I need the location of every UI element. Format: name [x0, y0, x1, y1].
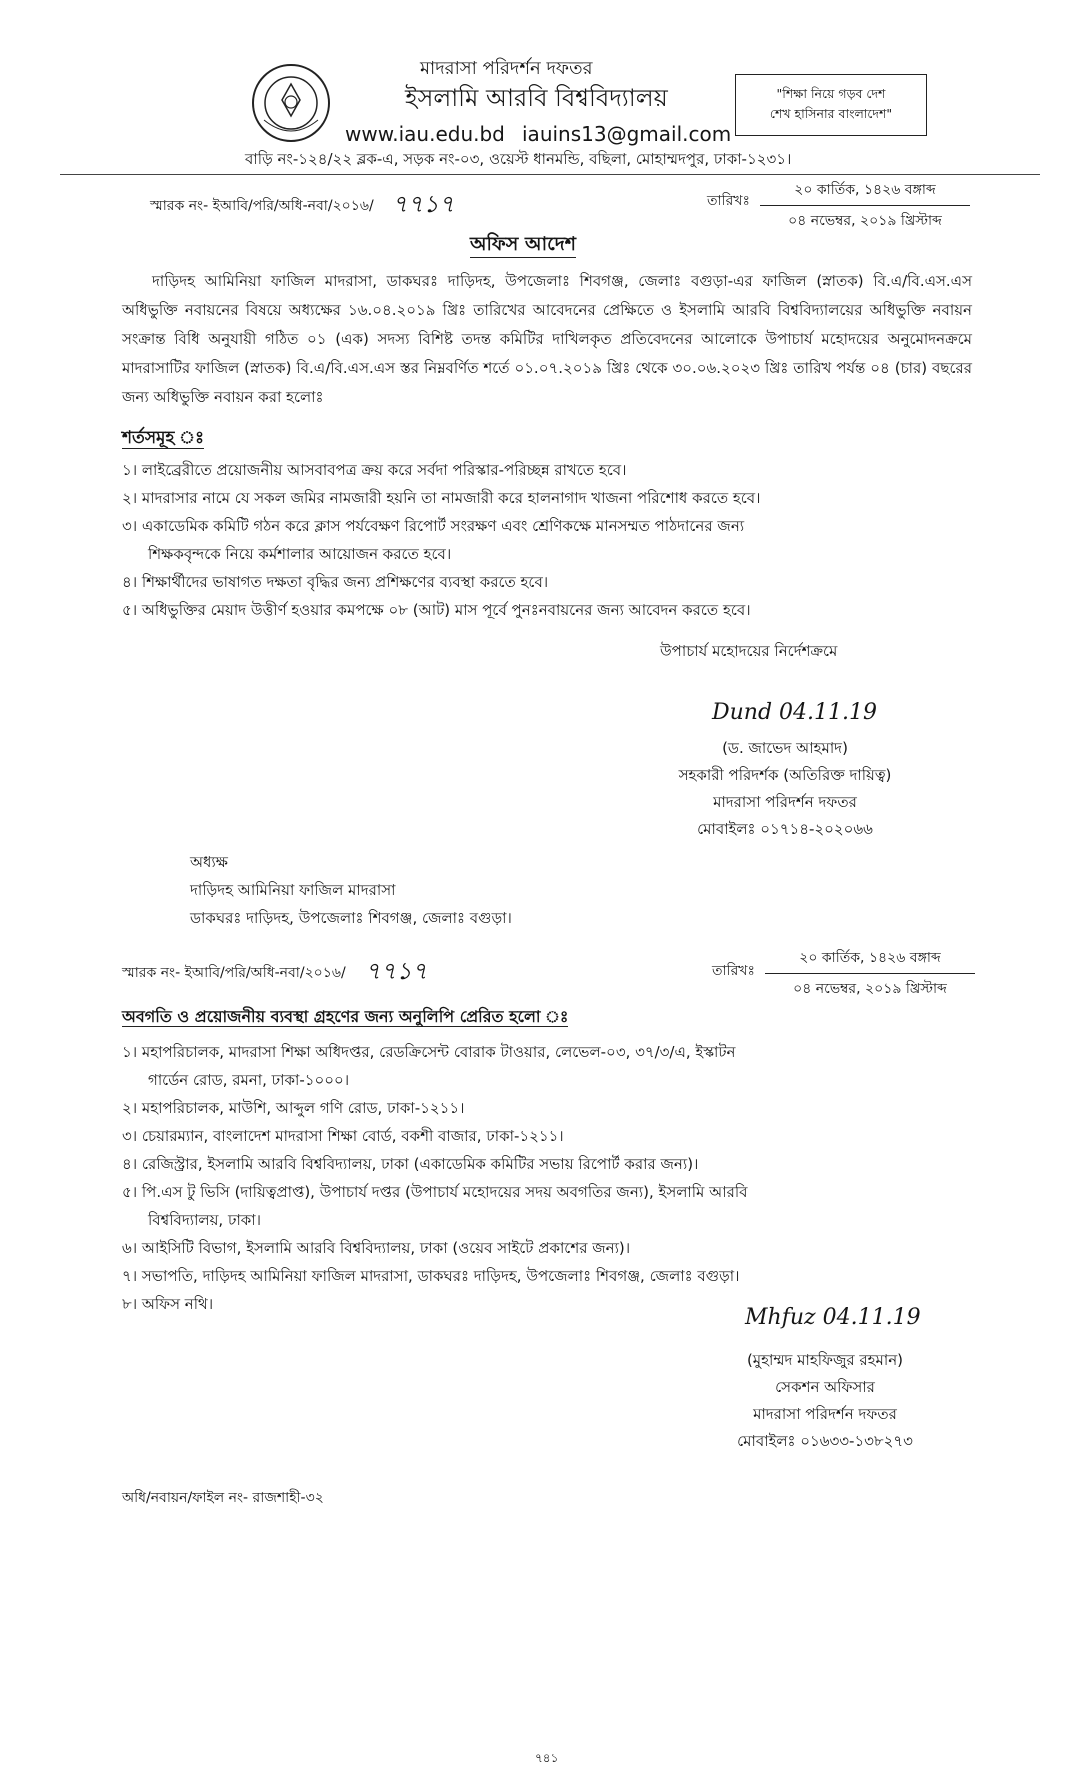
website-link[interactable]: www.iau.edu.bd — [345, 122, 505, 146]
signature-1: Dund 04.11.19 — [712, 700, 878, 725]
copy-item: ৮। অফিস নথি। — [122, 1295, 214, 1313]
signatory-2-block — [660, 1347, 990, 1455]
condition-item: ২। মাদরাসার নামে যে সকল জমির নামজারী হয়নি তা নামজারী করে হালনাগাদ খাজনা পরিশোধ করতে হবে। — [122, 489, 761, 507]
signatory-2-name: (মুহাম্মদ মাহফিজুর রহমান) — [746, 1351, 904, 1369]
direction-note: উপাচার্য মহোদয়ের নির্দেশক্রমে — [660, 642, 838, 660]
copy-item: ১। মহাপরিচালক, মাদরাসা শিক্ষা অধিদপ্তর, রেডক্রিসেন্ট বোরাক টাওয়ার, লেভেল-০৩, ৩৭/৩/এ, ইস্কাটন — [122, 1043, 736, 1061]
conditions-heading: শর্তসমূহ ঃ — [122, 428, 205, 448]
recipient-block — [190, 848, 512, 932]
date-bangla: ২০ কার্তিক, ১৪২৬ বঙ্গাব্দ — [794, 182, 936, 198]
body-paragraph: দাড়িদহ আমিনিয়া ফাজিল মাদরাসা, ডাকঘরঃ দাড়িদহ, উপজেলাঃ শিবগঞ্জ, জেলাঃ বগুড়া-এর ফাজিল (স্নাতক) বি.এ/বি.এস.এস অধিভুক্তি নবায়নের বিষয়ে অধ্যক্ষের ১৬.০৪.২০১৯ খ্রিঃ তারিখের আবেদনের প্রেক্ষিতে ও ইসলামি আরবি বিশ্ববিদ্যালয়ের অধিভুক্তি নবায়ন সংক্রান্ত বিধি অনুযায়ী গঠিত ০১ (এক) সদস্য বিশিষ্ট তদন্ত কমিটির দাখিলকৃত প্রতিবেদনের আলোকে উপাচার্য মহোদয়ের অনুমোদনক্রমে মাদরাসাটির ফাজিল (স্নাতক) বি.এ/বি.এস.এস স্তর নিম্নবর্ণিত শর্তে ০১.০৭.২০১৯ খ্রিঃ থেকে ৩০.০৬.২০২৩ খ্রিঃ তারিখ পর্যন্ত ০৪ (চার) বছরের জন্য অধিভুক্তি নবায়ন করা হলোঃ — [122, 272, 972, 406]
signatory-1-designation: সহকারী পরিদর্শক (অতিরিক্ত দায়িত্ব) — [678, 766, 892, 784]
copies-heading: অবগতি ও প্রয়োজনীয় ব্যবস্থা গ্রহণের জন্য অনুলিপি প্রেরিত হলো ঃ — [122, 1007, 569, 1026]
copy-item: ৩। চেয়ারম্যান, বাংলাদেশ মাদরাসা শিক্ষা বোর্ড, বকশী বাজার, ঢাকা-১২১১। — [122, 1127, 564, 1145]
copy-item: ৫। পি.এস টু ভিসি (দায়িত্বপ্রাপ্ত), উপাচার্য দপ্তর (উপাচার্য মহোদয়ের সদয় অবগতির জন্য), ইসলামি আরবি — [122, 1183, 748, 1201]
copy-item-continued: গার্ডেন রোড, রমনা, ঢাকা-১০০০। — [148, 1071, 350, 1089]
signatory-1-block — [620, 735, 950, 843]
university-logo — [250, 62, 332, 144]
date-block — [760, 178, 970, 233]
memo-number-label: স্মারক নং- ইআবি/পরি/অধি-নবা/২০১৬/ — [150, 198, 374, 214]
date-label: তারিখঃ — [707, 193, 750, 209]
recipient-title: অধ্যক্ষ — [190, 853, 228, 871]
memo-number-label-copy: স্মারক নং- ইআবি/পরি/অধি-নবা/২০১৬/ — [122, 965, 346, 981]
memo-number-handwritten: ৭৭১৭ — [392, 190, 455, 218]
date-english: ০৪ নভেম্বর, ২০১৯ খ্রিস্টাব্দ — [760, 205, 970, 233]
copy-item: ২। মহাপরিচালক, মাউশি, আব্দুল গণি রোড, ঢাকা-১২১১। — [122, 1099, 465, 1117]
slogan-line-1: "শিক্ষা নিয়ে গড়ব দেশ — [776, 86, 886, 101]
recipient-institution: দাড়িদহ আমিনিয়া ফাজিল মাদরাসা — [190, 881, 396, 899]
signatory-2-designation: সেকশন অফিসার — [775, 1378, 875, 1396]
signature-2: Mhfuz 04.11.19 — [745, 1305, 921, 1330]
slogan-box — [735, 74, 927, 136]
recipient-address: ডাকঘরঃ দাড়িদহ, উপজেলাঃ শিবগঞ্জ, জেলাঃ বগুড়া। — [190, 909, 512, 927]
document-title: অফিস আদেশ — [470, 233, 576, 258]
signatory-2-office: মাদরাসা পরিদর্শন দফতর — [753, 1405, 897, 1423]
signatory-1-office: মাদরাসা পরিদর্শন দফতর — [713, 793, 857, 811]
condition-item: ৫। অধিভুক্তির মেয়াদ উত্তীর্ণ হওয়ার কমপক্ষে ০৮ (আট) মাস পূর্বে পুনঃনবায়নের জন্য আবেদন করতে হবে। — [122, 601, 751, 619]
date-block-copy — [765, 946, 975, 1001]
page-number: ৭৪১ — [535, 1751, 559, 1765]
condition-item: ৪। শিক্ষার্থীদের ভাষাগত দক্ষতা বৃদ্ধির জন্য প্রশিক্ষণের ব্যবস্থা করতে হবে। — [122, 573, 549, 591]
copy-item: ৪। রেজিস্ট্রার, ইসলামি আরবি বিশ্ববিদ্যালয়, ঢাকা (একাডেমিক কমিটির সভায় রিপোর্ট করার জন্য)। — [122, 1155, 699, 1173]
copy-item-continued: বিশ্ববিদ্যালয়, ঢাকা। — [148, 1211, 262, 1229]
copies-list — [122, 1038, 1002, 1318]
signatory-1-mobile: মোবাইলঃ ০১৭১৪-২০২০৬৬ — [697, 820, 873, 838]
signatory-2-mobile: মোবাইলঃ ০১৬৩৩-১৩৮২৭৩ — [737, 1432, 913, 1450]
date-bangla-copy: ২০ কার্তিক, ১৪২৬ বঙ্গাব্দ — [799, 950, 941, 966]
condition-item: ১। লাইব্রেরীতে প্রয়োজনীয় আসবাবপত্র ক্রয় করে সর্বদা পরিস্কার-পরিচ্ছন্ন রাখতে হবে। — [122, 461, 627, 479]
file-reference: অধি/নবায়ন/ফাইল নং- রাজশাহী-৩২ — [122, 1490, 324, 1506]
condition-item: ৩। একাডেমিক কমিটি গঠন করে ক্লাস পর্যবেক্ষণ রিপোর্ট সংরক্ষণ এবং শ্রেণিকক্ষে মানসম্মত পাঠদানের জন্য — [122, 517, 745, 535]
date-english-copy: ০৪ নভেম্বর, ২০১৯ খ্রিস্টাব্দ — [765, 973, 975, 1001]
memo-number-handwritten-copy: ৭৭১৭ — [365, 957, 428, 985]
email-link[interactable]: iauins13@gmail.com — [522, 122, 732, 146]
header-divider — [60, 174, 1040, 175]
conditions-list — [122, 456, 1002, 624]
copy-item: ৬। আইসিটি বিভাগ, ইসলামি আরবি বিশ্ববিদ্যালয়, ঢাকা (ওয়েব সাইটে প্রকাশের জন্য)। — [122, 1239, 631, 1257]
date-label-copy: তারিখঃ — [712, 963, 755, 979]
copy-item: ৭। সভাপতি, দাড়িদহ আমিনিয়া ফাজিল মাদরাসা, ডাকঘরঃ দাড়িদহ, উপজেলাঃ শিবগঞ্জ, জেলাঃ বগুড়া। — [122, 1267, 740, 1285]
office-name: মাদরাসা পরিদর্শন দফতর — [420, 58, 593, 79]
condition-item-continued: শিক্ষকবৃন্দকে নিয়ে কর্মশালার আয়োজন করতে হবে। — [148, 545, 452, 563]
university-name: ইসলামি আরবি বিশ্ববিদ্যালয় — [405, 84, 668, 112]
signatory-1-name: (ড. জাভেদ আহমাদ) — [722, 739, 848, 757]
slogan-line-2: শেখ হাসিনার বাংলাদেশ" — [769, 106, 893, 121]
address-line: বাড়ি নং-১২৪/২২ ব্লক-এ, সড়ক নং-০৩, ওয়েস্ট ধানমন্ডি, বছিলা, মোহাম্মদপুর, ঢাকা-১২৩১। — [245, 150, 792, 168]
